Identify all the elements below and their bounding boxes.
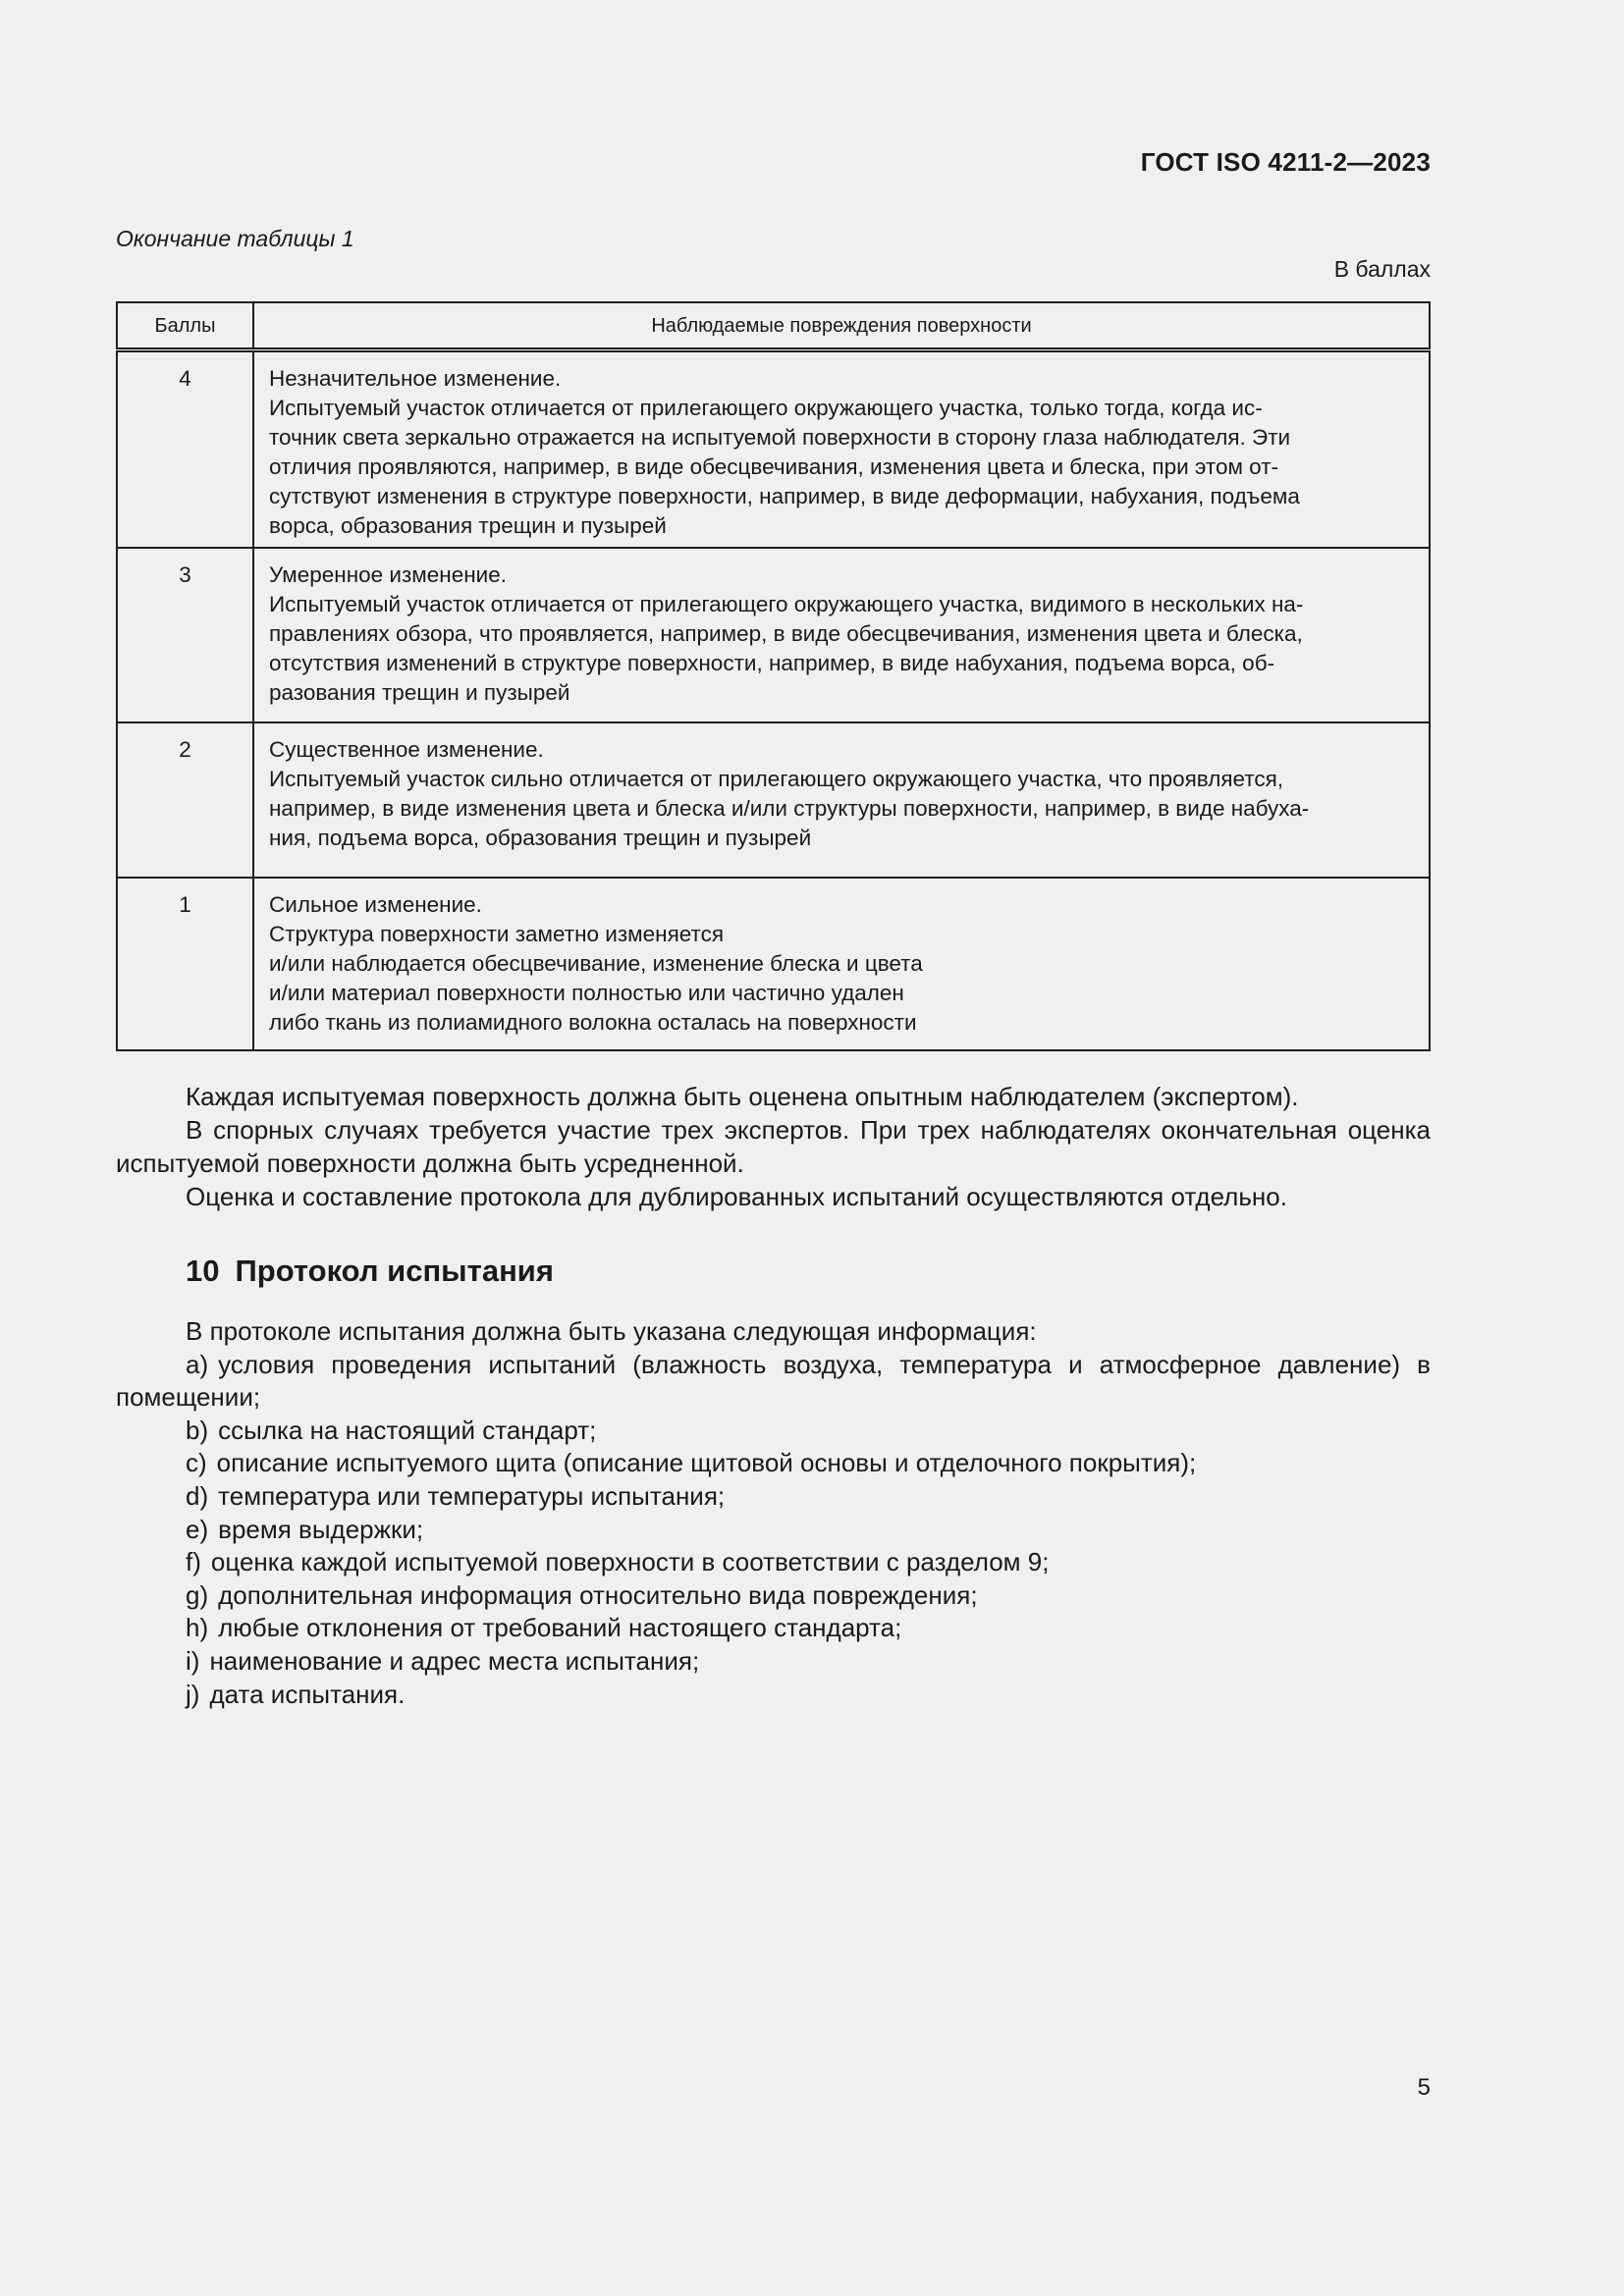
description-line: например, в виде изменения цвета и блеска и/или структуры поверхности, например, в виде набуха-: [269, 796, 1310, 821]
column-header-score: Баллы: [117, 302, 253, 350]
list-item-letter: g): [186, 1579, 209, 1610]
description-cell: [253, 350, 1430, 549]
score-cell: 3: [117, 548, 253, 722]
section-number: 10: [186, 1254, 220, 1288]
list-item-text: температура или температуры испытания;: [218, 1480, 726, 1511]
report-intro: В протоколе испытания должна быть указана следующая информация:: [186, 1316, 1037, 1346]
table-row: [117, 548, 1430, 722]
list-item-letter: j): [186, 1679, 200, 1709]
table-row: [117, 722, 1430, 878]
list-item: [116, 1447, 1431, 1480]
list-item-letter: b): [186, 1415, 209, 1445]
description-line: Структура поверхности заметно изменяется: [269, 922, 725, 946]
description-line: ворса, образования трещин и пузырей: [269, 513, 667, 538]
description-line: отсутствия изменений в структуре поверхности, например, в виде набухания, подъема ворса, об-: [269, 651, 1275, 675]
table-units: В баллах: [1333, 256, 1431, 282]
document-id: ГОСТ ISO 4211-2—2023: [1140, 147, 1431, 177]
description-line: сутствуют изменения в структуре поверхности, например, в виде деформации, набухания, подъема: [269, 484, 1300, 508]
list-item-text: любые отклонения от требований настоящего стандарта;: [218, 1613, 902, 1643]
paragraph: В спорных случаях требуется участие трех экспертов. При трех наблюдателях окончательная оценка испытуемой поверхности должна быть усредненной.: [116, 1115, 1431, 1178]
score-cell: 4: [117, 350, 253, 549]
list-item-letter: c): [186, 1448, 207, 1478]
report-contents: [116, 1315, 1431, 1711]
list-item-text: дополнительная информация относительно вида повреждения;: [218, 1579, 978, 1610]
description-line: либо ткань из полиамидного волокна осталась на поверхности: [269, 1010, 917, 1035]
description-line: Сильное изменение.: [269, 892, 482, 917]
list-item-letter: d): [186, 1480, 209, 1511]
list-item: [116, 1679, 1431, 1712]
table-row: [117, 878, 1430, 1050]
description-line: Испытуемый участок отличается от прилегающего окружающего участка, видимого в нескольких на-: [269, 592, 1304, 616]
description-line: Испытуемый участок отличается от прилегающего окружающего участка, только тогда, когда ис-: [269, 396, 1263, 420]
list-item-letter: h): [186, 1613, 209, 1643]
column-header-description: Наблюдаемые повреждения поверхности: [253, 302, 1430, 350]
description-line: разования трещин и пузырей: [269, 680, 570, 705]
section-title: Протокол испытания: [235, 1254, 554, 1288]
description-line: и/или наблюдается обесцвечивание, изменение блеска и цвета: [269, 951, 923, 976]
list-item-text: время выдержки;: [218, 1514, 424, 1544]
list-item: [116, 1415, 1431, 1448]
list-item-letter: a): [186, 1349, 209, 1379]
description-line: точник света зеркально отражается на испытуемой поверхности в сторону глаза наблюдателя. Эти: [269, 425, 1291, 450]
table-row: [117, 350, 1430, 549]
description-line: Испытуемый участок сильно отличается от прилегающего окружающего участка, что проявляется,: [269, 767, 1284, 791]
score-cell: 2: [117, 722, 253, 878]
list-item: [116, 1514, 1431, 1547]
description-line: правлениях обзора, что проявляется, например, в виде обесцвечивания, изменения цвета и блеска,: [269, 621, 1303, 646]
description-line: ния, подъема ворса, образования трещин и пузырей: [269, 826, 812, 850]
list-item-text: оценка каждой испытуемой поверхности в соответствии с разделом 9;: [210, 1547, 1050, 1577]
list-item-letter: i): [186, 1645, 200, 1676]
paragraph: Оценка и составление протокола для дублированных испытаний осуществляются отдельно.: [186, 1182, 1287, 1211]
table-caption: Окончание таблицы 1: [116, 226, 354, 251]
evaluation-paragraphs: [116, 1080, 1431, 1213]
list-item-letter: f): [186, 1547, 201, 1577]
list-item-letter: e): [186, 1514, 209, 1544]
description-line: Незначительное изменение.: [269, 366, 562, 391]
list-item: [116, 1546, 1431, 1579]
paragraph: Каждая испытуемая поверхность должна быть оценена опытным наблюдателем (экспертом).: [186, 1082, 1299, 1111]
description-cell: [253, 878, 1430, 1050]
description-line: отличия проявляются, например, в виде обесцвечивания, изменения цвета и блеска, при этом от-: [269, 454, 1278, 479]
list-item-text: ссылка на настоящий стандарт;: [218, 1415, 597, 1445]
list-item: [116, 1349, 1431, 1415]
page-number: 5: [1417, 2074, 1431, 2101]
list-item-text: условия проведения испытаний (влажность воздуха, температура и атмосферное давление) в помещении;: [116, 1349, 1431, 1413]
description-line: Существенное изменение.: [269, 737, 544, 762]
list-item: [116, 1645, 1431, 1679]
list-item: [116, 1480, 1431, 1514]
table-header-row: [117, 302, 1430, 350]
grades-table: [116, 301, 1431, 1051]
score-cell: 1: [117, 878, 253, 1050]
description-cell: [253, 722, 1430, 878]
list-item-text: наименование и адрес места испытания;: [209, 1645, 700, 1676]
section-heading: [186, 1254, 554, 1289]
list-item-text: дата испытания.: [209, 1679, 406, 1709]
list-item: [116, 1579, 1431, 1613]
description-cell: [253, 548, 1430, 722]
list-item: [116, 1612, 1431, 1645]
list-item-text: описание испытуемого щита (описание щитовой основы и отделочного покрытия);: [216, 1448, 1197, 1478]
description-line: Умеренное изменение.: [269, 562, 507, 587]
description-line: и/или материал поверхности полностью или частично удален: [269, 981, 904, 1005]
